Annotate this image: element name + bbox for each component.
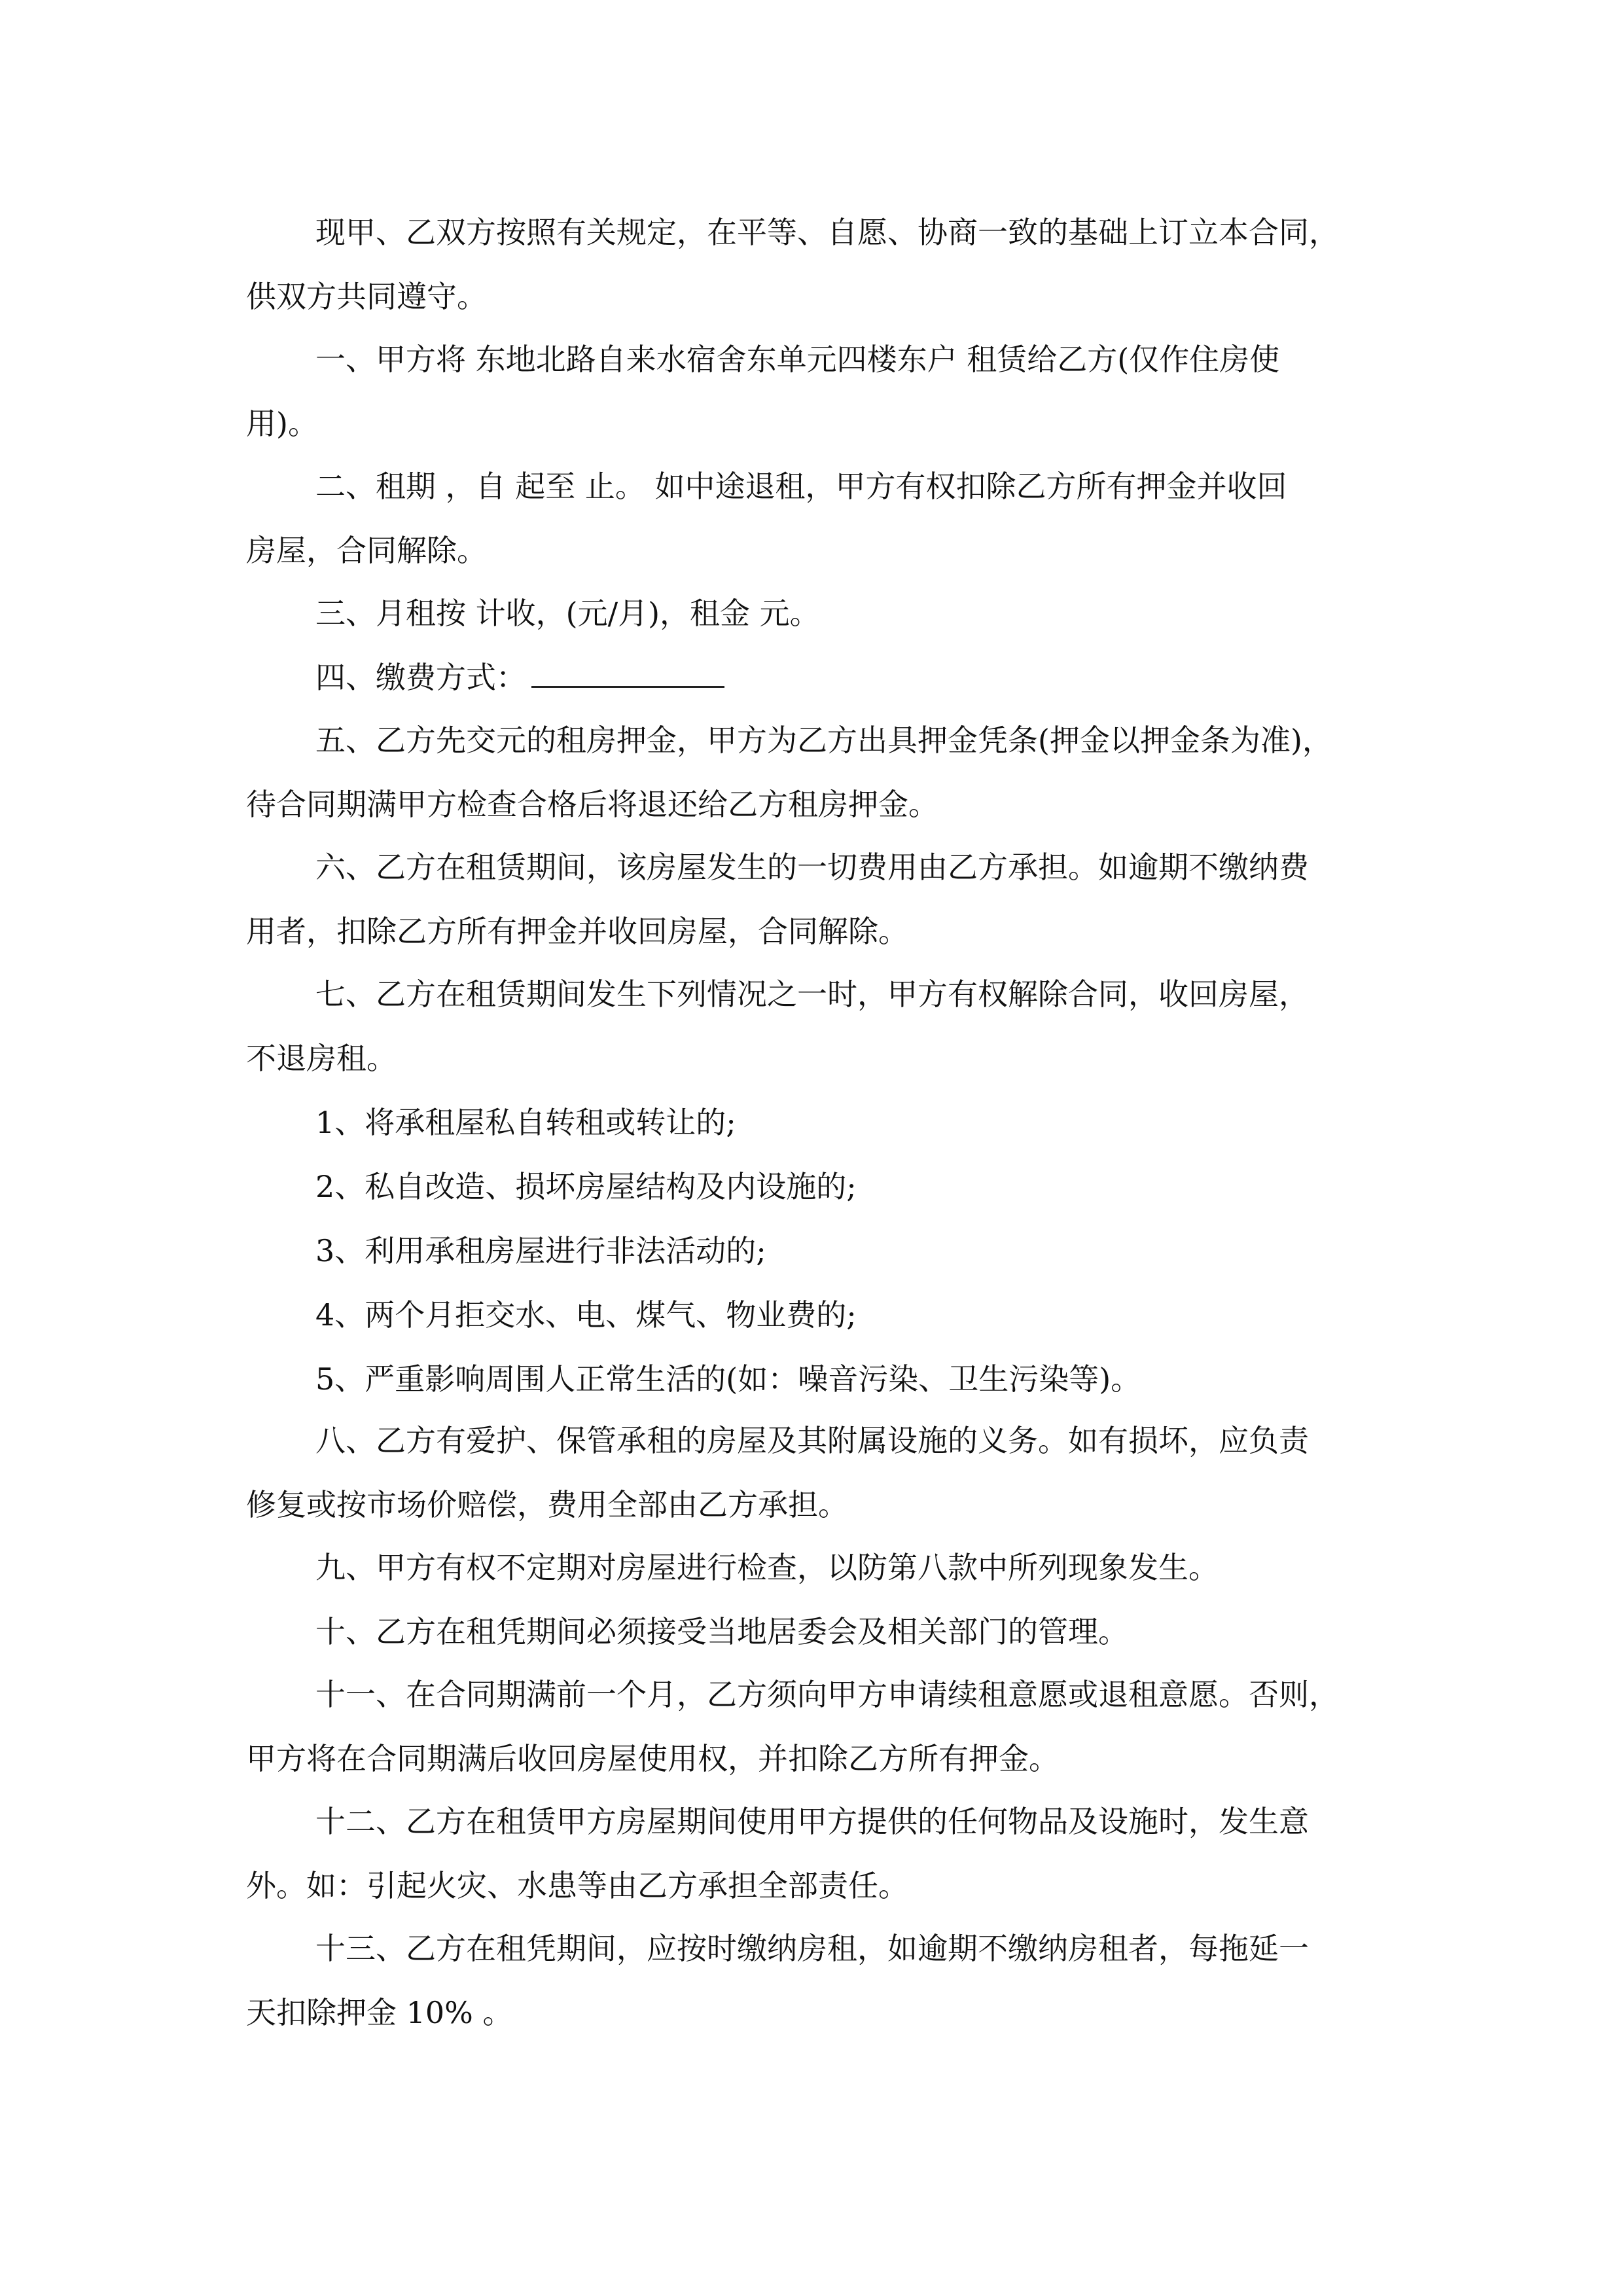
clause-7-line-2: 不退房租。 — [246, 1041, 397, 1076]
clause-12-line-2: 外。如：引起火灾、水患等由乙方承担全部责任。 — [246, 1868, 908, 1903]
clause-3-line-1: 三、月租按 计收，(元/月)，租金 元。 — [315, 596, 820, 631]
clause-4 — [246, 645, 1378, 709]
list-item: 1、将承租屋私自转租或转让的; — [315, 1105, 736, 1140]
clause-1-line-1: 一、甲方将 东地北路自来水宿舍东单元四楼东户 租赁给乙方(仅作住房使 — [315, 342, 1280, 377]
clause-6 — [246, 835, 1378, 963]
clause-11-line-1: 十一、在合同期满前一个月，乙方须向甲方申请续租意愿或退租意愿。否则， — [315, 1677, 1339, 1712]
clause-2 — [246, 454, 1378, 583]
list-item: 2、私自改造、损坏房屋结构及内设施的; — [315, 1169, 857, 1204]
clause-10-line-1: 十、乙方在租凭期间必须接受当地居委会及相关部门的管理。 — [315, 1614, 1128, 1649]
intro-paragraph — [246, 200, 1378, 329]
clause-11-line-2: 甲方将在合同期满后收回房屋使用权，并扣除乙方所有押金。 — [246, 1741, 1059, 1776]
clause-5-line-2: 待合同期满甲方检查合格后将退还给乙方租房押金。 — [246, 787, 938, 822]
clause-4-line — [246, 645, 1378, 709]
clause-10 — [246, 1600, 1378, 1664]
clause-6-line-2: 用者，扣除乙方所有押金并收回房屋，合同解除。 — [246, 914, 908, 949]
list-item: 4、两个月拒交水、电、煤气、物业费的; — [315, 1297, 857, 1333]
clause-6-line-1: 六、乙方在租赁期间，该房屋发生的一切费用由乙方承担。如逾期不缴纳费 — [315, 850, 1309, 885]
intro-line-1: 现甲、乙双方按照有关规定，在平等、自愿、协商一致的基础上订立本合同， — [315, 215, 1339, 250]
clause-2-line-2: 房屋，合同解除。 — [246, 533, 487, 568]
clause-12-line-1: 十二、乙方在租赁甲方房屋期间使用甲方提供的任何物品及设施时，发生意 — [315, 1804, 1309, 1839]
clause-11 — [246, 1662, 1378, 1791]
clause-13-line-2: 天扣除押金 10% 。 — [246, 1995, 513, 2030]
clause-7-line-1: 七、乙方在租赁期间发生下列情况之一时，甲方有权解除合同，收回房屋， — [315, 977, 1309, 1012]
clause-3 — [246, 581, 1378, 645]
clause-13-line-1: 十三、乙方在租凭期间，应按时缴纳房租，如逾期不缴纳房租者，每拖延一 — [315, 1931, 1309, 1966]
clause-4-label: 四、缴费方式： — [315, 660, 526, 695]
clause-7 — [246, 962, 1378, 1411]
clause-8 — [246, 1408, 1378, 1537]
intro-line-2: 供双方共同遵守。 — [246, 279, 487, 314]
clause-8-line-2: 修复或按市场价赔偿，费用全部由乙方承担。 — [246, 1487, 848, 1522]
clause-12 — [246, 1789, 1378, 1918]
list-item: 5、严重影响周围人正常生活的(如：噪音污染、卫生污染等)。 — [315, 1361, 1141, 1397]
clause-1 — [246, 327, 1378, 456]
clause-8-line-1: 八、乙方有爱护、保管承租的房屋及其附属设施的义务。如有损坏，应负责 — [315, 1423, 1309, 1458]
document-page — [246, 0, 1378, 2296]
clause-9 — [246, 1535, 1378, 1600]
clause-9-line-1: 九、甲方有权不定期对房屋进行检查，以防第八款中所列现象发生。 — [315, 1550, 1219, 1585]
clause-1-line-2: 用)。 — [246, 406, 318, 441]
clause-2-line-1: 二、租期 ，自 起至 止。 如中途退租，甲方有权扣除乙方所有押金并收回 — [315, 469, 1287, 504]
payment-method-blank — [531, 660, 724, 688]
list-item: 3、利用承租房屋进行非法活动的; — [315, 1233, 766, 1268]
clause-13 — [246, 1916, 1378, 2045]
clause-5 — [246, 708, 1378, 836]
clause-5-line-1: 五、乙方先交元的租房押金，甲方为乙方出具押金凭条(押金以押金条为准)， — [315, 723, 1332, 758]
